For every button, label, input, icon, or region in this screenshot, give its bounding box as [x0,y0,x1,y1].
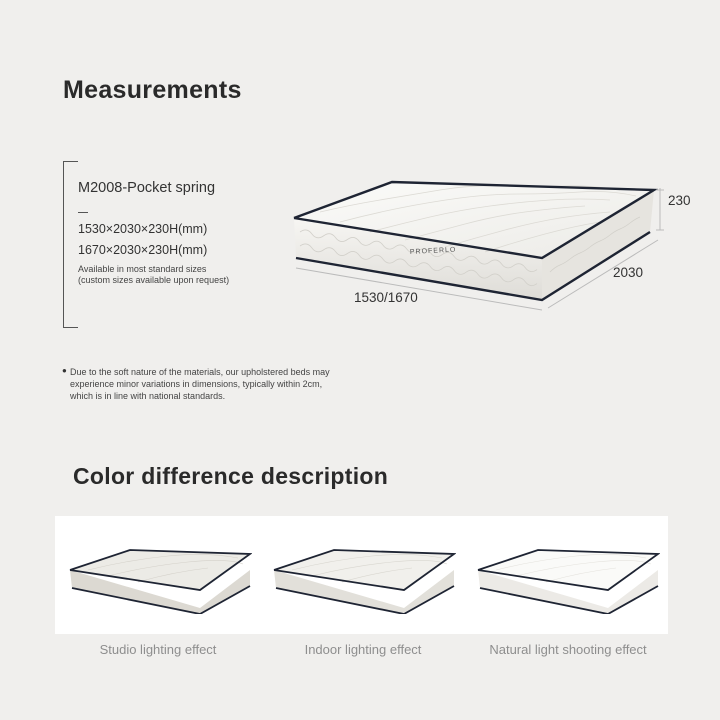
brand-label: PROFERLO [409,246,457,256]
custom-size-text: (custom sizes available upon request) [78,275,230,285]
dimension-note: Due to the soft nature of the materials, our upholstered beds may experience minor variations in dimensions, typically within 2cm, which is in line with national standards. [70,367,330,401]
measurements-title: Measurements [63,76,242,104]
spec-bracket [63,161,78,328]
note-bullet: ● [62,366,67,375]
width-dimension: 1530/1670 [354,290,418,305]
indoor-lighting-thumbnail [272,540,456,614]
availability-text: Available in most standard sizes [78,264,207,274]
size-option-2: 1670×2030×230H(mm) [78,243,208,257]
spec-divider [78,212,88,213]
length-dimension: 2030 [613,265,644,280]
indoor-lighting-caption: Indoor lighting effect [304,642,422,657]
color-difference-title: Color difference description [73,463,389,489]
natural-light-caption: Natural light shooting effect [489,642,647,657]
model-name: M2008-Pocket spring [78,180,216,196]
natural-light-thumbnail [476,540,660,614]
height-dimension: 230 [668,193,691,208]
studio-lighting-thumbnail [68,540,252,614]
mattress-illustration [270,160,670,320]
size-option-1: 1530×2030×230H(mm) [78,222,208,236]
studio-lighting-caption: Studio lighting effect [99,642,217,657]
